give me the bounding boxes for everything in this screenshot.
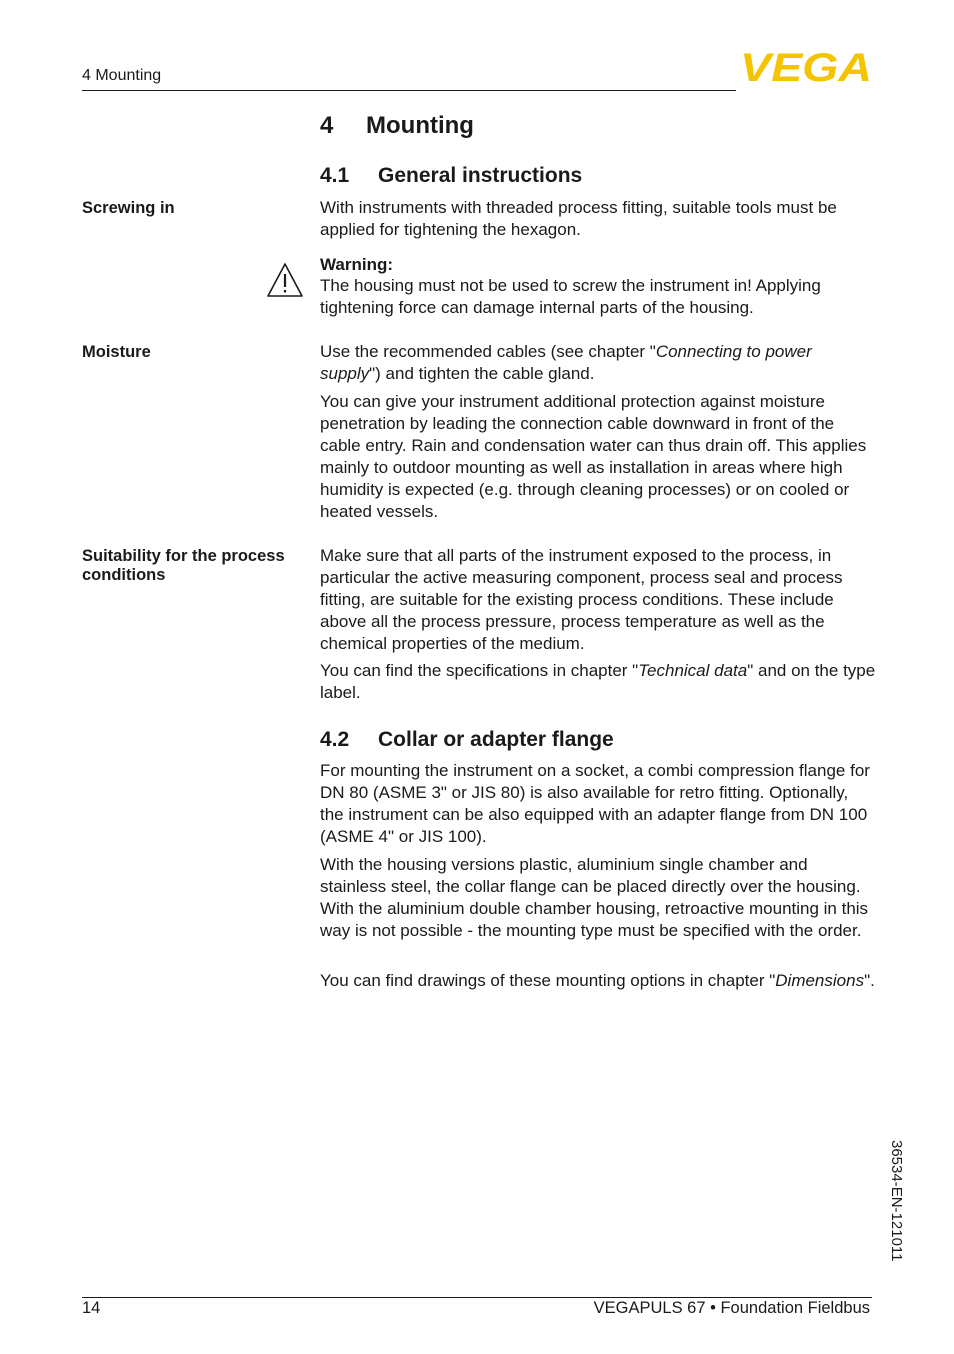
side-label-moisture: Moisture bbox=[82, 343, 151, 361]
moisture-paragraph-2: You can give your instrument additional protection against moisture penetration by leading the connection cable downward in front of the cable entry. Rain and condensation water can thus drain off. This applies mainly to outdoor mounting as well as installation in areas where high humidity is expected (e.g. through cleaning processes) or on cooled or heated vessels. bbox=[320, 392, 867, 521]
suitability-paragraph-2: You can find the specifications in chapter "Technical data" and on the type label. bbox=[320, 661, 876, 702]
chapter-title: Mounting bbox=[366, 112, 474, 139]
warning-title: Warning: bbox=[320, 255, 394, 274]
section-number: 4.2 bbox=[320, 728, 350, 751]
chapter-reference: Dimensions bbox=[775, 971, 865, 990]
moisture-paragraph-1: Use the recommended cables (see chapter "Connecting to power supply") and tighten the cable gland. bbox=[320, 342, 812, 383]
chapter-number: 4 bbox=[320, 112, 334, 139]
logo-text: VEGA bbox=[740, 50, 872, 84]
section-heading-4-2 bbox=[320, 728, 614, 752]
collar-paragraph-1: For mounting the instrument on a socket, a combi compression flange for DN 80 (ASME 3" or JIS 80) is also available for retro fitting. Optionally, the instrument can be also equipped with an adapter flange from DN 100 (ASME 4" or JIS 100). bbox=[320, 761, 870, 846]
footer-product: VEGAPULS 67 • Foundation Fieldbus bbox=[593, 1299, 870, 1317]
collar-paragraph-3: You can find drawings of these mounting options in chapter "Dimensions". bbox=[320, 971, 875, 990]
section-number: 4.1 bbox=[320, 164, 350, 187]
page-number: 14 bbox=[82, 1299, 101, 1317]
running-header: 4 Mounting bbox=[82, 67, 162, 84]
suitability-paragraph-1: Make sure that all parts of the instrument exposed to the process, in particular the active measuring component, process seal and process fitting, are suitable for the existing process conditions. These include above all the process pressure, process temperature as well as the chemical properties of the medium. bbox=[320, 546, 843, 653]
section-title: Collar or adapter flange bbox=[378, 728, 614, 751]
vega-logo bbox=[740, 50, 872, 84]
header-rule bbox=[82, 90, 736, 91]
footer-rule bbox=[82, 1297, 872, 1298]
screwing-text: With instruments with threaded process fitting, suitable tools must be applied for tightening the hexagon. bbox=[320, 198, 837, 239]
document-number: 36534-EN-121011 bbox=[888, 1140, 905, 1262]
side-label-screwing: Screwing in bbox=[82, 199, 175, 217]
collar-paragraph-2: With the housing versions plastic, aluminium single chamber and stainless steel, the collar flange can be placed directly over the housing. With the aluminium double chamber housing, retroactive mounting in this way is not possible - the mounting type must be specified with the order. bbox=[320, 855, 869, 940]
section-title: General instructions bbox=[378, 164, 583, 187]
side-label-suitability: Suitability for the process conditions bbox=[82, 547, 285, 584]
warning-triangle-icon bbox=[266, 262, 304, 298]
chapter-heading bbox=[320, 112, 474, 140]
chapter-reference: Connecting to power supply bbox=[320, 342, 812, 383]
section-heading-4-1 bbox=[320, 164, 582, 188]
warning-text: The housing must not be used to screw the instrument in! Applying tightening force can damage internal parts of the housing. bbox=[320, 276, 821, 317]
chapter-reference: Technical data bbox=[638, 661, 748, 680]
